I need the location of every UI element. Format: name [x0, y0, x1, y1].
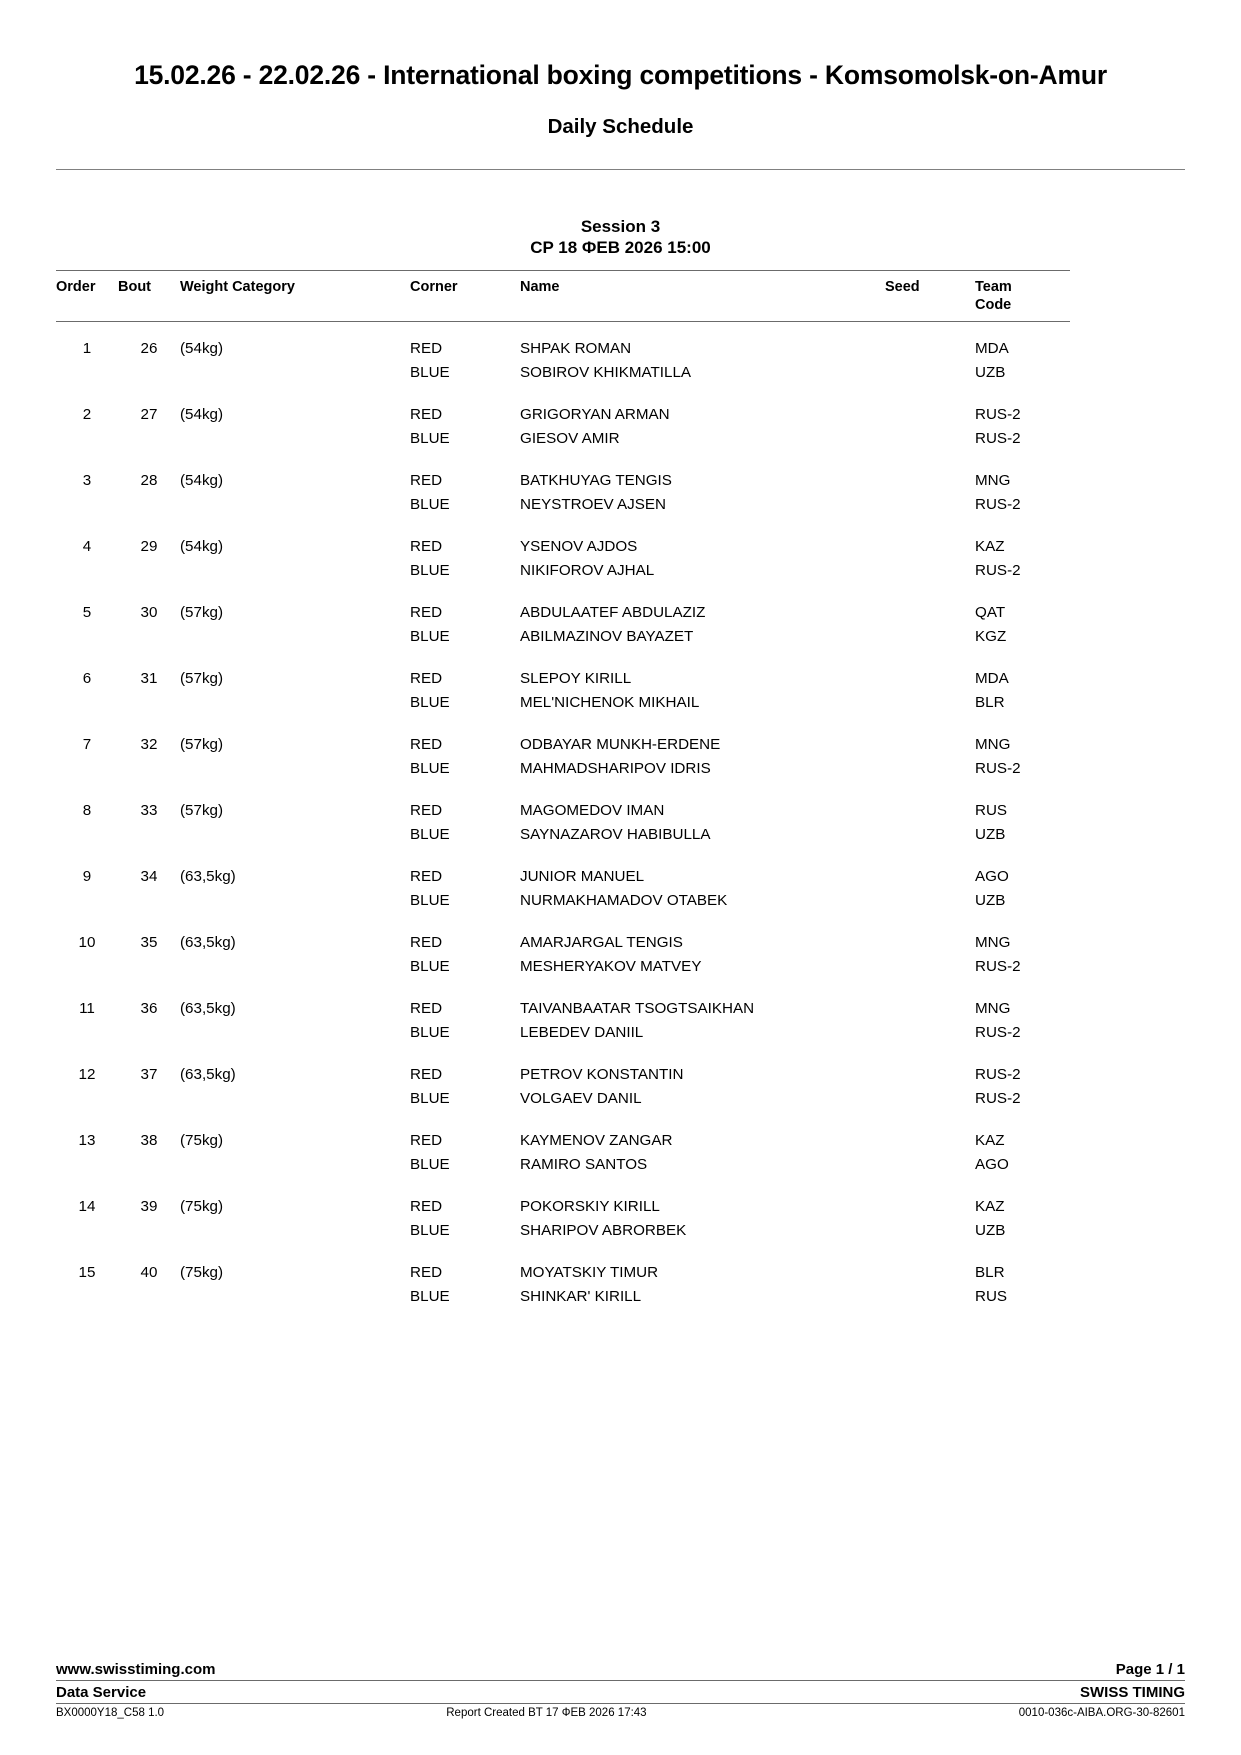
cell-name: MOYATSKIY TIMUR SHINKAR' KIRILL	[520, 1263, 659, 1305]
swisstiming-website[interactable]: www.swisstiming.com	[56, 1661, 216, 1678]
row-spacer	[56, 847, 1070, 865]
table-row[interactable]	[56, 865, 1070, 913]
cell-order: 9	[82, 867, 92, 885]
cell-corner: RED BLUE	[410, 471, 450, 513]
cell-seed	[885, 1195, 975, 1243]
cell-weight-category: (54kg)	[180, 471, 224, 489]
cell-order: 5	[82, 603, 92, 621]
column-header-team-line2: Code	[975, 296, 1012, 313]
cell-corner: RED BLUE	[410, 1263, 450, 1305]
cell-name: SLEPOY KIRILL MEL'NICHENOK MIKHAIL	[520, 669, 700, 711]
cell-corner: RED BLUE	[410, 801, 450, 843]
cell-order: 8	[82, 801, 92, 819]
cell-name: TAIVANBAATAR TSOGTSAIKHAN LEBEDEV DANIIL	[520, 999, 755, 1041]
cell-name: BATKHUYAG TENGIS NEYSTROEV AJSEN	[520, 471, 672, 513]
column-header-weight-category: Weight Category	[180, 270, 410, 321]
cell-bout: 36	[140, 999, 158, 1017]
table-header	[56, 270, 1070, 321]
row-spacer	[56, 649, 1070, 667]
table-row[interactable]	[56, 601, 1070, 649]
cell-weight-category: (75kg)	[180, 1263, 224, 1281]
cell-team-code: RUS-2 RUS-2	[975, 1065, 1021, 1107]
row-spacer	[56, 583, 1070, 601]
cell-seed	[885, 1063, 975, 1111]
cell-order: 2	[82, 405, 92, 423]
report-code: BX0000Y18_C58 1.0	[56, 1707, 165, 1719]
cell-corner: RED BLUE	[410, 1065, 450, 1107]
table-row[interactable]	[56, 997, 1070, 1045]
cell-bout: 35	[140, 933, 158, 951]
row-spacer	[56, 517, 1070, 535]
cell-seed	[885, 601, 975, 649]
cell-name: SHPAK ROMAN SOBIROV KHIKMATILLA	[520, 339, 692, 381]
cell-seed	[885, 931, 975, 979]
cell-seed	[885, 667, 975, 715]
cell-name: JUNIOR MANUEL NURMAKHAMADOV OTABEK	[520, 867, 728, 909]
cell-corner: RED BLUE	[410, 867, 450, 909]
row-spacer	[56, 1243, 1070, 1261]
column-header-team-code	[975, 270, 1070, 321]
cell-order: 14	[78, 1197, 96, 1215]
table-row[interactable]	[56, 667, 1070, 715]
cell-name: PETROV KONSTANTIN VOLGAEV DANIL	[520, 1065, 684, 1107]
cell-bout: 40	[140, 1263, 158, 1281]
column-header-name: Name	[520, 270, 885, 321]
table-header-row	[56, 270, 1070, 321]
cell-corner: RED BLUE	[410, 339, 450, 381]
session-datetime: CP 18 ФЕВ 2026 15:00	[530, 238, 711, 258]
cell-bout: 39	[140, 1197, 158, 1215]
cell-bout: 34	[140, 867, 158, 885]
session-block	[56, 216, 1185, 259]
table-row[interactable]	[56, 1195, 1070, 1243]
cell-weight-category: (63,5kg)	[180, 1065, 236, 1083]
column-header-bout: Bout	[118, 270, 180, 321]
document-id: 0010-036c-AIBA.ORG-30-82601	[1018, 1707, 1185, 1719]
cell-name: AMARJARGAL TENGIS MESHERYAKOV MATVEY	[520, 933, 702, 975]
page-footer	[56, 1661, 1185, 1719]
cell-bout: 27	[140, 405, 158, 423]
row-spacer	[56, 321, 1070, 337]
cell-corner: RED BLUE	[410, 537, 450, 579]
cell-team-code: MNG RUS-2	[975, 471, 1021, 513]
cell-weight-category: (57kg)	[180, 603, 224, 621]
cell-bout: 28	[140, 471, 158, 489]
table-body	[56, 321, 1070, 1309]
cell-order: 11	[79, 999, 95, 1017]
cell-name: POKORSKIY KIRILL SHARIPOV ABRORBEK	[520, 1197, 687, 1239]
table-row[interactable]	[56, 1063, 1070, 1111]
cell-seed	[885, 469, 975, 517]
cell-team-code: RUS UZB	[975, 801, 1008, 843]
cell-order: 1	[82, 339, 92, 357]
table-row[interactable]	[56, 1129, 1070, 1177]
swiss-timing-brand: SWISS TIMING	[1080, 1684, 1185, 1701]
table-row[interactable]	[56, 1261, 1070, 1309]
cell-bout: 31	[140, 669, 158, 687]
cell-name: GRIGORYAN ARMAN GIESOV AMIR	[520, 405, 670, 447]
cell-team-code: MNG RUS-2	[975, 735, 1021, 777]
cell-order: 3	[82, 471, 92, 489]
cell-seed	[885, 337, 975, 385]
cell-name: MAGOMEDOV IMAN SAYNAZAROV HABIBULLA	[520, 801, 711, 843]
row-spacer	[56, 385, 1070, 403]
cell-name: YSENOV AJDOS NIKIFOROV AJHAL	[520, 537, 655, 579]
column-header-order: Order	[56, 270, 118, 321]
cell-corner: RED BLUE	[410, 735, 450, 777]
cell-corner: RED BLUE	[410, 933, 450, 975]
row-spacer	[56, 913, 1070, 931]
cell-team-code: KAZ AGO	[975, 1131, 1009, 1173]
row-spacer	[56, 451, 1070, 469]
cell-weight-category: (63,5kg)	[180, 933, 236, 951]
cell-corner: RED BLUE	[410, 1197, 450, 1239]
cell-team-code: AGO UZB	[975, 867, 1009, 909]
cell-team-code: KAZ UZB	[975, 1197, 1006, 1239]
cell-bout: 33	[140, 801, 158, 819]
cell-team-code: BLR RUS	[975, 1263, 1008, 1305]
table-row[interactable]	[56, 931, 1070, 979]
cell-name: ABDULAATEF ABDULAZIZ ABILMAZINOV BAYAZET	[520, 603, 706, 645]
cell-order: 7	[82, 735, 92, 753]
cell-corner: RED BLUE	[410, 603, 450, 645]
column-header-corner: Corner	[410, 270, 520, 321]
table-row[interactable]	[56, 469, 1070, 517]
footer-middle-row	[56, 1681, 1185, 1703]
page-number: Page 1 / 1	[1115, 1661, 1185, 1678]
cell-weight-category: (54kg)	[180, 405, 224, 423]
cell-weight-category: (57kg)	[180, 801, 224, 819]
cell-order: 6	[82, 669, 92, 687]
cell-name: KAYMENOV ZANGAR RAMIRO SANTOS	[520, 1131, 673, 1173]
cell-seed	[885, 997, 975, 1045]
cell-seed	[885, 535, 975, 583]
table-row[interactable]	[56, 535, 1070, 583]
cell-team-code: MDA UZB	[975, 339, 1009, 381]
table-row[interactable]	[56, 733, 1070, 781]
cell-order: 13	[78, 1131, 96, 1149]
cell-team-code: QAT KGZ	[975, 603, 1007, 645]
row-spacer	[56, 979, 1070, 997]
cell-seed	[885, 865, 975, 913]
cell-order: 10	[78, 933, 96, 951]
cell-weight-category: (54kg)	[180, 339, 224, 357]
cell-team-code: MDA BLR	[975, 669, 1009, 711]
cell-weight-category: (75kg)	[180, 1131, 224, 1149]
cell-seed	[885, 1129, 975, 1177]
table-row[interactable]	[56, 403, 1070, 451]
cell-weight-category: (54kg)	[180, 537, 224, 555]
column-header-team-line1: Team	[975, 278, 1012, 295]
row-spacer	[56, 1045, 1070, 1063]
cell-order: 15	[78, 1263, 96, 1281]
cell-bout: 38	[140, 1131, 158, 1149]
footer-bottom-row	[56, 1704, 1185, 1719]
header-divider	[56, 169, 1185, 170]
cell-seed	[885, 403, 975, 451]
report-created: Report Created BT 17 ФЕВ 2026 17:43	[446, 1707, 647, 1719]
row-spacer	[56, 1177, 1070, 1195]
cell-weight-category: (63,5kg)	[180, 999, 236, 1017]
cell-bout: 29	[140, 537, 158, 555]
page-subtitle: Daily Schedule	[547, 115, 694, 138]
cell-corner: RED BLUE	[410, 405, 450, 447]
cell-team-code: MNG RUS-2	[975, 999, 1021, 1041]
cell-weight-category: (57kg)	[180, 735, 224, 753]
footer-top-row	[56, 1661, 1185, 1680]
cell-weight-category: (63,5kg)	[180, 867, 236, 885]
row-spacer	[56, 1111, 1070, 1129]
session-name: Session 3	[580, 217, 661, 236]
schedule-table	[56, 270, 1070, 1309]
cell-bout: 37	[140, 1065, 158, 1083]
cell-team-code: MNG RUS-2	[975, 933, 1021, 975]
cell-seed	[885, 733, 975, 781]
cell-seed	[885, 1261, 975, 1309]
column-header-seed: Seed	[885, 270, 975, 321]
row-spacer	[56, 781, 1070, 799]
cell-corner: RED BLUE	[410, 669, 450, 711]
page-title: 15.02.26 - 22.02.26 - International boxing competitions - Komsomolsk-on-Amur	[134, 60, 1107, 90]
row-spacer	[56, 715, 1070, 733]
table-row[interactable]	[56, 337, 1070, 385]
table-row[interactable]	[56, 799, 1070, 847]
cell-seed	[885, 799, 975, 847]
cell-name: ODBAYAR MUNKH-ERDENE MAHMADSHARIPOV IDRIS	[520, 735, 721, 777]
data-service-label: Data Service	[56, 1684, 147, 1701]
cell-team-code: KAZ RUS-2	[975, 537, 1021, 579]
cell-corner: RED BLUE	[410, 1131, 450, 1173]
cell-bout: 26	[140, 339, 158, 357]
cell-bout: 32	[140, 735, 158, 753]
cell-weight-category: (75kg)	[180, 1197, 224, 1215]
cell-order: 4	[82, 537, 92, 555]
cell-bout: 30	[140, 603, 158, 621]
cell-corner: RED BLUE	[410, 999, 450, 1041]
cell-team-code: RUS-2 RUS-2	[975, 405, 1021, 447]
cell-weight-category: (57kg)	[180, 669, 224, 687]
cell-order: 12	[78, 1065, 96, 1083]
